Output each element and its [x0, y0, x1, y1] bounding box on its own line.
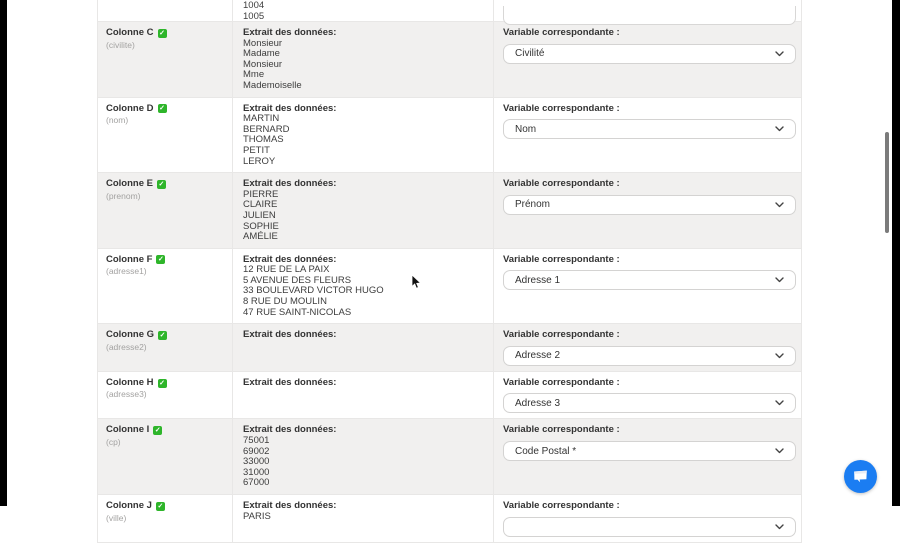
- checkmark-icon: ✓: [157, 502, 164, 510]
- table-row: [98, 22, 801, 98]
- variable-select[interactable]: [503, 195, 796, 215]
- sample-value: 33000: [243, 456, 270, 468]
- sample-value: Madame: [243, 48, 280, 60]
- variable-select[interactable]: [503, 346, 796, 366]
- checkmark-icon: ✓: [159, 29, 165, 37]
- column-title: [106, 179, 224, 190]
- column-title: [106, 501, 224, 512]
- table-row: [98, 372, 801, 420]
- column-name-cell: [98, 249, 233, 324]
- data-extract-cell: [233, 173, 494, 248]
- variable-select-value: Adresse 1: [515, 274, 561, 286]
- sample-list: [243, 265, 483, 318]
- variable-cell: [494, 173, 805, 248]
- chevron-down-icon: [775, 400, 784, 406]
- column-name-cell: [98, 419, 233, 494]
- extract-label: Extrait des données:: [243, 102, 337, 114]
- extract-label: Extrait des données:: [243, 329, 337, 341]
- variable-select[interactable]: [503, 517, 796, 537]
- sample-value: PIERRE: [243, 188, 279, 200]
- chevron-down-icon: [775, 202, 784, 208]
- variable-cell: [494, 249, 805, 324]
- sample-value: 12 RUE DE LA PAIX: [243, 264, 330, 276]
- variable-cell: [494, 22, 805, 97]
- extract-label: Extrait des données:: [243, 253, 337, 265]
- sample-value: 47 RUE SAINT-NICOLAS: [243, 306, 352, 318]
- column-title: [106, 255, 224, 266]
- column-name-cell: [98, 324, 233, 371]
- sample-value: AMÉLIE: [243, 231, 278, 243]
- column-name-cell: [98, 0, 233, 21]
- variable-label: Variable correspondante :: [503, 253, 620, 265]
- chat-bubble-icon: [852, 469, 869, 484]
- sample-value: JULIEN: [243, 209, 276, 221]
- column-field-label: (civilite): [106, 39, 135, 50]
- chat-button[interactable]: [844, 460, 877, 493]
- variable-select-value: Code Postal *: [515, 445, 577, 457]
- variable-select-value: Prénom: [515, 199, 551, 211]
- variable-select-value: Adresse 2: [515, 350, 561, 362]
- variable-label: Variable correspondante :: [503, 27, 620, 38]
- variable-select[interactable]: [503, 393, 796, 413]
- checkmark-icon: ✓: [158, 180, 165, 188]
- sample-value: 75001: [243, 435, 270, 447]
- column-field-label: (adresse3): [106, 389, 147, 400]
- chevron-down-icon: [775, 51, 784, 57]
- column-name: Colonne D: [106, 102, 154, 114]
- chevron-down-icon: [775, 524, 784, 530]
- column-name: Colonne E: [106, 178, 153, 190]
- sample-value: 8 RUE DU MOULIN: [243, 296, 327, 308]
- sample-list: [243, 436, 483, 489]
- column-name: Colonne J: [106, 500, 152, 511]
- sample-value: 69002: [243, 445, 270, 457]
- sample-value: BERNARD: [243, 123, 290, 135]
- column-field-label: (adresse2): [106, 341, 147, 352]
- column-name: Colonne G: [106, 329, 155, 341]
- column-title: [106, 104, 224, 115]
- extract-label: Extrait des données:: [243, 500, 337, 511]
- column-name-cell: [98, 22, 233, 97]
- column-title: [106, 330, 224, 341]
- variable-cell: [494, 372, 805, 419]
- sample-value: SOPHIE: [243, 220, 279, 232]
- sample-list: [243, 114, 483, 167]
- checkmark-icon: ✓: [159, 379, 165, 387]
- variable-label: Variable correspondante :: [503, 178, 620, 190]
- chevron-down-icon: [775, 353, 784, 359]
- variable-cell: [494, 0, 805, 21]
- variable-label: Variable correspondante :: [503, 102, 620, 114]
- sample-value: 1004: [243, 0, 265, 11]
- sample-value: PETIT: [243, 144, 270, 156]
- column-name: Colonne I: [106, 424, 150, 436]
- variable-label: Variable correspondante :: [503, 500, 620, 511]
- checkmark-icon: ✓: [159, 332, 166, 340]
- variable-select-value: Adresse 3: [515, 397, 561, 409]
- data-extract-cell: [233, 0, 494, 21]
- column-name-cell: [98, 98, 233, 173]
- top-partial-samples: [243, 1, 483, 22]
- variable-label: Variable correspondante :: [503, 424, 620, 436]
- column-name: Colonne H: [106, 376, 154, 388]
- extract-label: Extrait des données:: [243, 178, 337, 190]
- variable-select-value: Nom: [515, 123, 537, 135]
- sample-value: 33 BOULEVARD VICTOR HUGO: [243, 285, 384, 297]
- chevron-down-icon: [775, 126, 784, 132]
- column-name: Colonne C: [106, 27, 154, 38]
- sample-value: 31000: [243, 466, 270, 478]
- table-row: [98, 249, 801, 325]
- sample-value: CLAIRE: [243, 199, 278, 211]
- sample-value: 5 AVENUE DES FLEURS: [243, 274, 352, 286]
- scrollbar-thumb[interactable]: [885, 132, 889, 233]
- variable-select[interactable]: [503, 270, 796, 290]
- sample-value: Mme: [243, 69, 265, 81]
- checkmark-icon: ✓: [154, 427, 161, 435]
- sample-value: THOMAS: [243, 134, 284, 146]
- column-title: [106, 378, 224, 389]
- extract-label: Extrait des données:: [243, 27, 337, 38]
- extract-label: Extrait des données:: [243, 424, 337, 436]
- mapping-table: [97, 0, 802, 543]
- variable-select-value: Civilité: [515, 48, 545, 60]
- chevron-down-icon: [775, 277, 784, 283]
- variable-cell: [494, 419, 805, 494]
- sample-list: [243, 39, 483, 92]
- column-field-label: (adresse1): [106, 266, 147, 277]
- letterbox-right: [892, 0, 900, 506]
- sample-value: 67000: [243, 477, 270, 489]
- checkmark-icon: ✓: [158, 256, 164, 264]
- table-row: [98, 173, 801, 249]
- chevron-down-icon: [775, 448, 784, 454]
- sample-list: [243, 190, 483, 243]
- checkmark-icon: ✓: [159, 105, 165, 113]
- table-row: [98, 324, 801, 372]
- sample-value: LEROY: [243, 155, 276, 167]
- column-name-cell: [98, 372, 233, 419]
- sample-value: PARIS: [243, 510, 271, 522]
- data-extract-cell: [233, 372, 494, 419]
- variable-select[interactable]: [503, 44, 796, 64]
- data-extract-cell: [233, 98, 494, 173]
- variable-select[interactable]: [503, 119, 796, 139]
- data-extract-cell: [233, 419, 494, 494]
- letterbox-left: [0, 0, 7, 506]
- sample-list: [243, 512, 483, 523]
- data-extract-cell: [233, 249, 494, 324]
- table-row-partial: [98, 0, 801, 22]
- column-field-label: (prenom): [106, 190, 141, 201]
- sample-value: Monsieur: [243, 58, 283, 70]
- table-row: [98, 495, 801, 543]
- sample-value: Mademoiselle: [243, 79, 302, 91]
- column-name-cell: [98, 495, 233, 542]
- variable-select[interactable]: [503, 441, 796, 461]
- variable-cell: [494, 324, 805, 371]
- variable-label: Variable correspondante :: [503, 376, 620, 388]
- table-row: [98, 98, 801, 174]
- variable-cell: [494, 98, 805, 173]
- column-title: [106, 425, 224, 436]
- table-row: [98, 419, 801, 495]
- variable-cell: [494, 495, 805, 542]
- sample-value: Monsieur: [243, 37, 283, 49]
- data-extract-cell: [233, 495, 494, 542]
- column-title: [106, 28, 224, 39]
- column-name: Colonne F: [106, 253, 153, 265]
- mapping-table-rows: [98, 22, 801, 543]
- column-field-label: (ville): [106, 512, 127, 523]
- column-field-label: (cp): [106, 437, 121, 448]
- variable-label: Variable correspondante :: [503, 329, 620, 341]
- column-name-cell: [98, 173, 233, 248]
- column-field-label: (nom): [106, 115, 129, 126]
- sample-value: MARTIN: [243, 113, 280, 125]
- data-extract-cell: [233, 22, 494, 97]
- data-extract-cell: [233, 324, 494, 371]
- sample-value: 1005: [243, 10, 265, 22]
- extract-label: Extrait des données:: [243, 376, 337, 388]
